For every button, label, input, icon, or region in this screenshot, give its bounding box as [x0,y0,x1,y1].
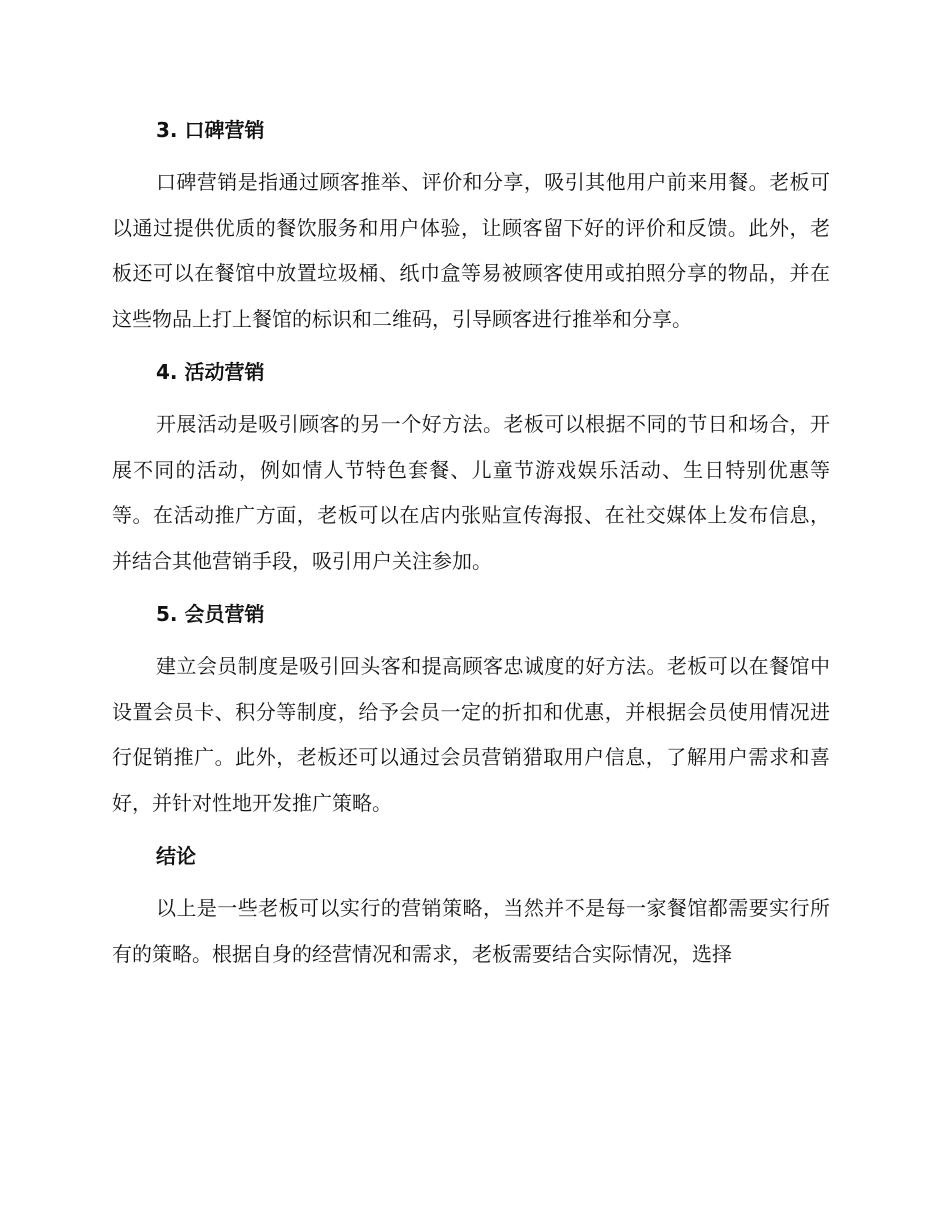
section-body-word-of-mouth: 口碑营销是指通过顾客推举、评价和分享，吸引其他用户前来用餐。老板可以通过提供优质的餐饮服务和用户体验，让顾客留下好的评价和反馈。此外，老板还可以在餐馆中放置垃圾桶、纸巾盒等易被顾客使用或拍照分享的物品，并在这些物品上打上餐馆的标识和二维码，引导顾客进行推举和分享。 [112,170,830,331]
section-heading-word-of-mouth: 3. 口碑营销 [156,118,265,142]
section-heading-event-marketing: 4. 活动营销 [156,360,265,384]
section-body-event-marketing: 开展活动是吸引顾客的另一个好方法。老板可以根据不同的节日和场合，开展不同的活动，例如情人节特色套餐、儿童节游戏娱乐活动、生日特别优惠等等。在活动推广方面，老板可以在店内张贴宣传海报、在社交媒体上发布信息，并结合其他营销手段，吸引用户关注参加。 [112,412,830,573]
section-body-conclusion: 以上是一些老板可以实行的营销策略，当然并不是每一家餐馆都需要实行所有的策略。根据自身的经营情况和需求，老板需要结合实际情况，选择 [112,896,830,966]
document-content [112,108,830,977]
section-heading-membership-marketing: 5. 会员营销 [156,602,265,626]
section-body-membership-marketing: 建立会员制度是吸引回头客和提高顾客忠诚度的好方法。老板可以在餐馆中设置会员卡、积分等制度，给予会员一定的折扣和优惠，并根据会员使用情况进行促销推广。此外，老板还可以通过会员营销猎取用户信息，了解用户需求和喜好，并针对性地开发推广策略。 [112,654,830,815]
section-heading-conclusion: 结论 [156,844,196,868]
